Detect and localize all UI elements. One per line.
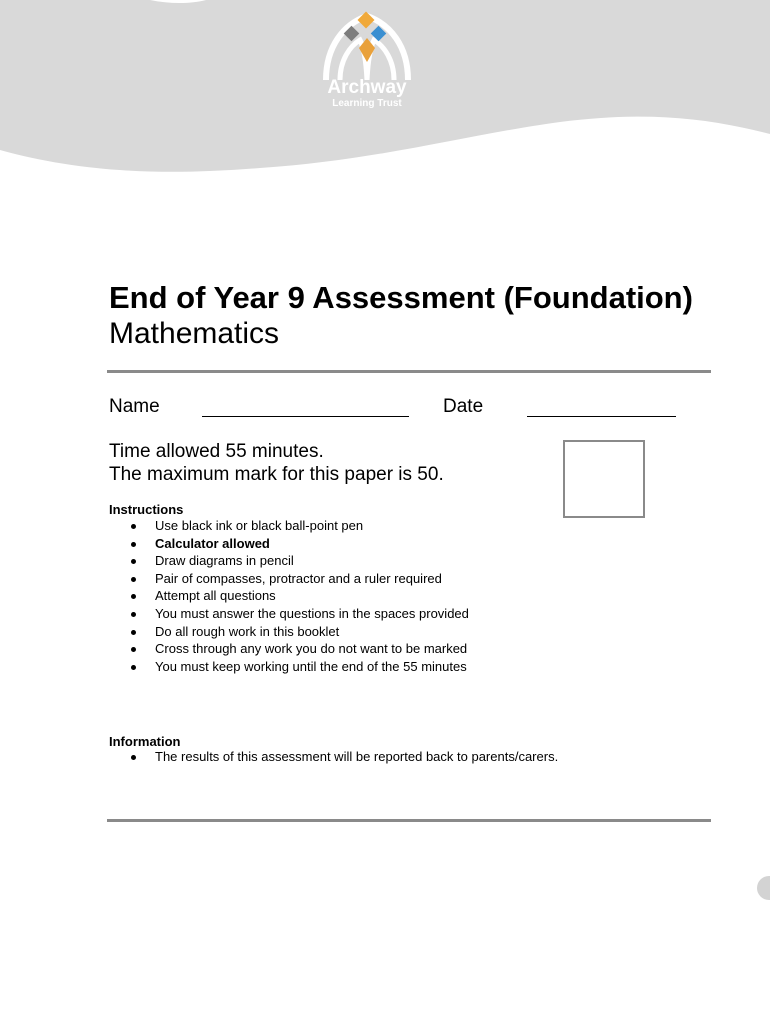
document-subject: Mathematics <box>109 317 280 350</box>
list-item-text: Calculator allowed <box>155 535 270 551</box>
bottom-divider <box>107 819 711 822</box>
date-label: Date <box>443 396 484 417</box>
list-item <box>109 517 469 535</box>
document-title: End of Year 9 Assessment (Foundation) <box>109 280 693 315</box>
instructions-heading: Instructions <box>109 502 184 517</box>
logo-name: Archway <box>327 77 407 98</box>
name-field[interactable] <box>202 416 409 417</box>
bullet-icon <box>131 577 136 582</box>
instructions-list <box>109 517 469 675</box>
information-list <box>109 748 558 766</box>
archway-logo-icon <box>316 8 418 80</box>
list-item <box>109 552 469 570</box>
date-field[interactable] <box>527 416 676 417</box>
list-item-text: Do all rough work in this booklet <box>155 623 340 639</box>
list-item <box>109 623 469 641</box>
top-divider <box>107 370 711 373</box>
list-item <box>109 640 469 658</box>
name-label: Name <box>109 396 160 417</box>
list-item <box>109 570 469 588</box>
list-item <box>109 658 469 676</box>
list-item <box>109 535 469 553</box>
list-item-text: Pair of compasses, protractor and a ruler required <box>155 570 442 586</box>
bullet-icon <box>131 542 136 547</box>
bullet-icon <box>131 630 136 635</box>
list-item <box>109 748 558 766</box>
score-box <box>563 440 645 518</box>
bullet-icon <box>131 665 136 670</box>
bullet-icon <box>131 524 136 529</box>
list-item <box>109 605 469 623</box>
page-side-tab <box>757 876 770 900</box>
time-allowed: Time allowed 55 minutes. <box>109 441 324 462</box>
list-item-text: Cross through any work you do not want to be marked <box>155 641 468 657</box>
logo-diamond-top <box>358 12 375 29</box>
bullet-icon <box>131 612 136 617</box>
information-heading: Information <box>109 734 181 749</box>
list-item-text: Attempt all questions <box>155 588 276 604</box>
list-item-text: The results of this assessment will be reported back to parents/carers. <box>155 749 559 764</box>
list-item-text: You must answer the questions in the spaces provided <box>155 605 469 621</box>
list-item-text: Draw diagrams in pencil <box>155 553 294 569</box>
list-item <box>109 587 469 605</box>
bullet-icon <box>131 594 136 599</box>
list-item-text: Use black ink or black ball-point pen <box>155 518 364 533</box>
bullet-icon <box>131 559 136 564</box>
list-item-text: You must keep working until the end of the 55 minutes <box>155 658 467 674</box>
bullet-icon <box>131 755 136 760</box>
archway-logo <box>316 8 418 114</box>
max-mark: The maximum mark for this paper is 50. <box>109 464 444 485</box>
bullet-icon <box>131 647 136 652</box>
logo-tagline: Learning Trust <box>332 98 402 109</box>
